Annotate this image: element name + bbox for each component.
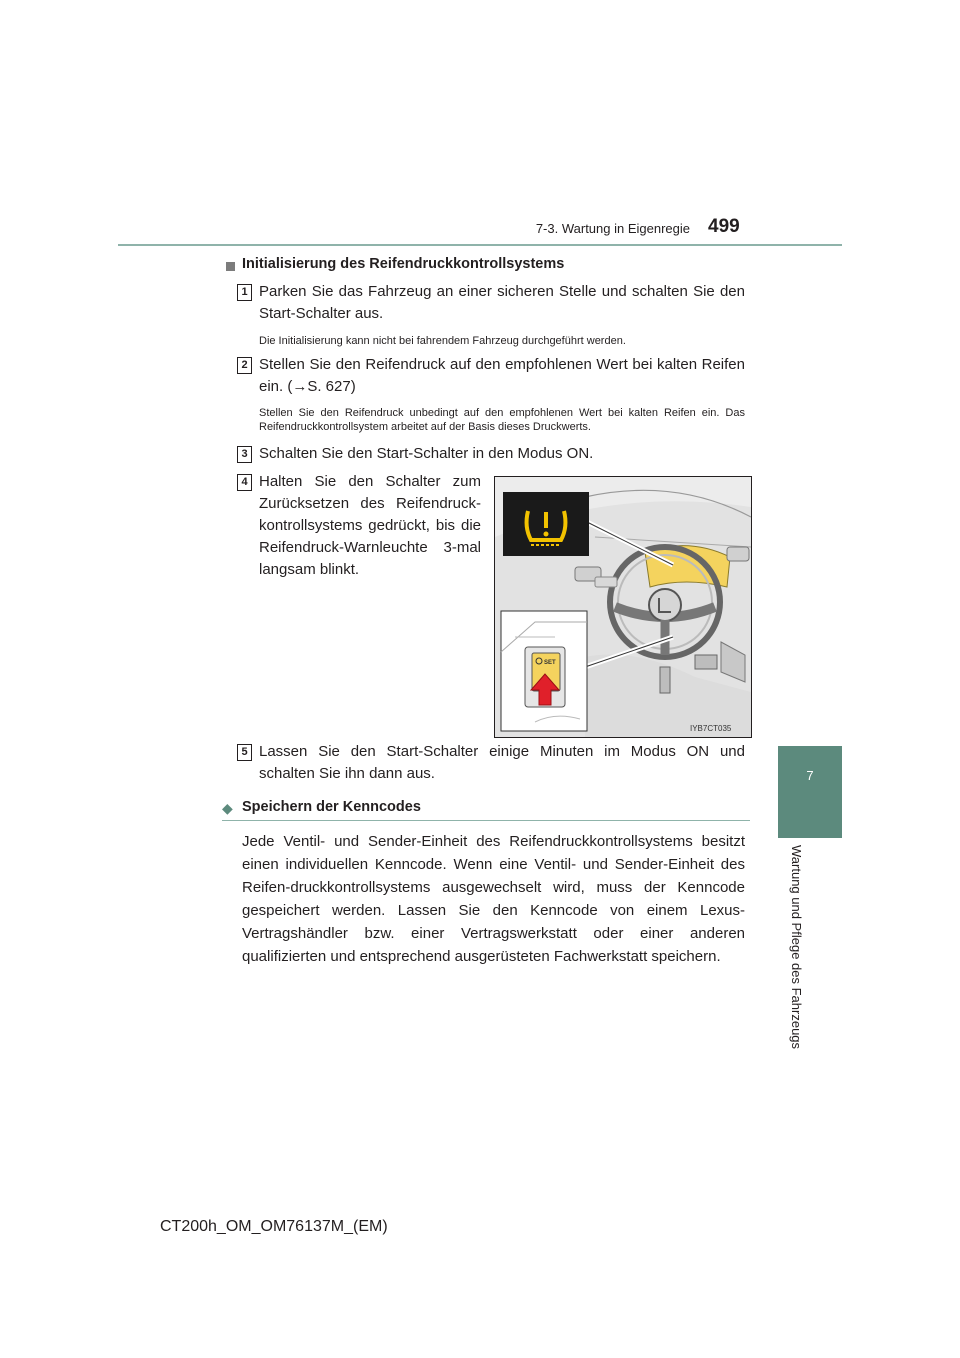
step-1-note: Die Initialisierung kann nicht bei fahrendem Fahrzeug durchgeführt werden. (259, 335, 626, 347)
step-3-text: Schalten Sie den Start-Schalter in den Modus ON. (259, 445, 594, 462)
set-button-inset (501, 611, 587, 731)
header-rule (118, 244, 842, 246)
step-number-badge: 1 (237, 284, 252, 301)
tire-pressure-warning-icon (503, 492, 589, 556)
set-label: SET (544, 660, 556, 666)
step-1-text: Parken Sie das Fahrzeug an einer sicheren Stelle und schalten Sie den Start-Schalter aus. (259, 283, 745, 322)
step-number-badge: 4 (237, 474, 252, 491)
dashboard-illustration (494, 476, 752, 738)
section-heading: Initialisierung des Reifendruckkontrollsystems (242, 256, 565, 272)
chapter-title: Wartung und Pflege des Fahrzeugs (789, 845, 804, 1050)
step-2-note: Stellen Sie den Reifendruck unbedingt auf den empfohlenen Wert bei kalten Reifen ein. Das Reifendruckkontrollsystem arbeitet auf der Basis dieses Druckwerts. (259, 407, 745, 433)
heading-square-icon (226, 262, 235, 271)
subsection-text: Jede Ventil- und Sender-Einheit des Reifendruckkontrollsystems besitzt einen individuellen Kenncode. Wenn eine Ventil- und Sender-Einheit des Reifen-druckkontrollsystems ausgewechselt wird, muss der Kenncode gespeichert werden. Lassen Sie den Kenncode von einem Lexus-Vertragshändler bzw. einer Vertragswerkstatt oder einer anderen qualifizierten und entsprechend ausgerüsteten Fachwerkstatt speichern. (242, 833, 745, 965)
illustration-code: IYB7CT035 (690, 724, 732, 733)
section-title: 7-3. Wartung in Eigenregie (535, 221, 690, 236)
page-number: 499 (708, 216, 740, 237)
step-number-badge: 3 (237, 446, 252, 463)
dashboard-drawing (495, 477, 751, 737)
step-2-text: Stellen Sie den Reifendruck auf den empfohlenen Wert bei kalten Reifen ein. (→S. 627) (259, 356, 745, 395)
step-number-badge: 5 (237, 744, 252, 761)
step-4-text: Halten Sie den Schalter zum Zurücksetzen des Reifendruck-kontrollsystems gedrückt, bis die Reifendruck-Warnleuchte 3-mal langsam blinkt. (259, 473, 481, 578)
subsection-heading: Speichern der Kenncodes (242, 799, 421, 815)
diamond-bullet-icon: ◆ (222, 800, 233, 816)
chapter-number: 7 (806, 768, 814, 783)
subsection-rule (222, 820, 750, 821)
chapter-tab (778, 746, 842, 838)
document-code: CT200h_OM_OM76137M_(EM) (160, 1218, 388, 1235)
step-number-badge: 2 (237, 357, 252, 374)
step-5-text: Lassen Sie den Start-Schalter einige Minuten im Modus ON und schalten Sie ihn dann aus. (259, 743, 745, 782)
